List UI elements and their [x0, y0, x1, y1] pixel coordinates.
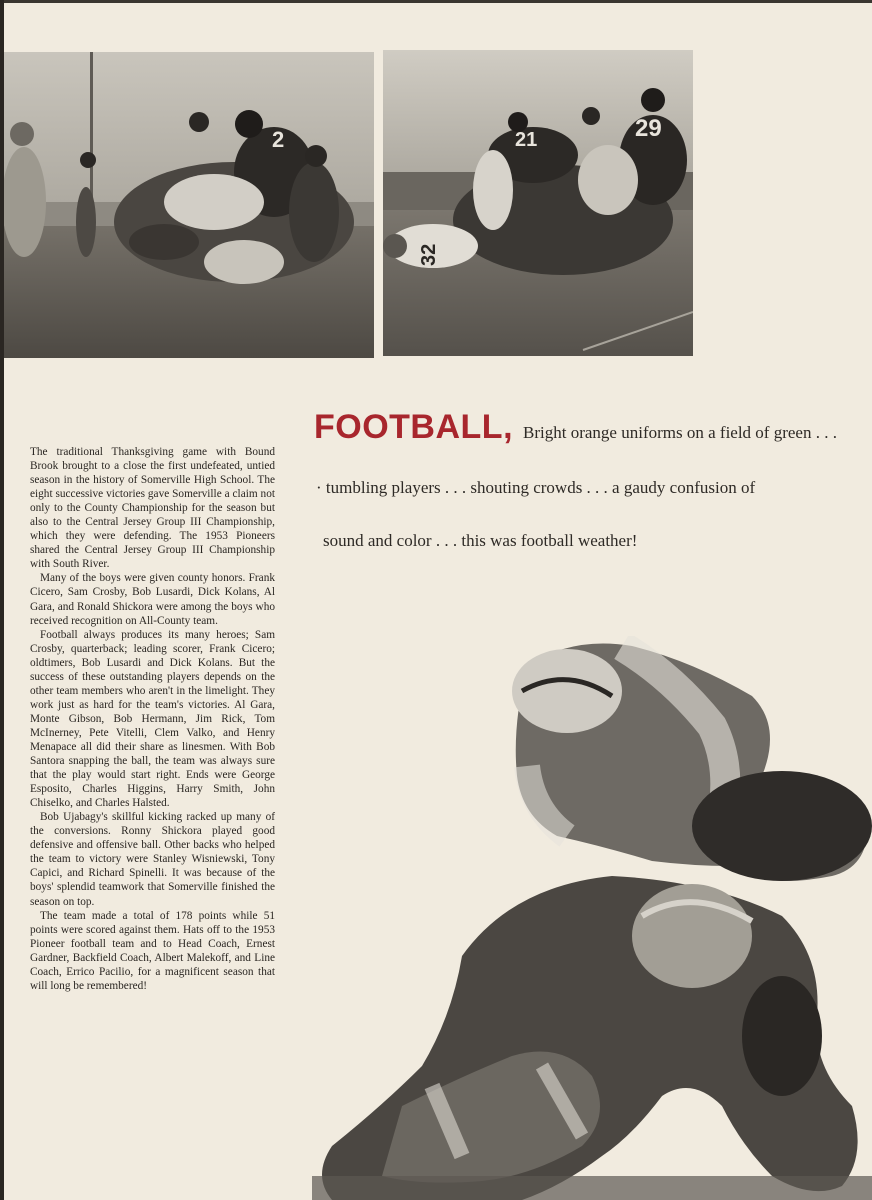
page-top-edge: [0, 0, 872, 3]
heading-tagline-3: sound and color . . . this was football weather!: [323, 531, 638, 550]
jersey-number-21: 21: [515, 129, 538, 151]
article-paragraph: The traditional Thanksgiving game with Bound Brook brought to a close the first undefeated, untied season in the history of Somerville High School. The eight successive victories gave Somerville a claim not only to the County Championship for the season but also to the Central Jersey Group III Championship, which they were defending. The 1953 Pioneers shared the Central Jersey Group III Championship with South River.: [30, 446, 275, 571]
heading-line: [314, 408, 870, 447]
article-paragraph: Football always produces its many heroes; Sam Crosby, quarterback; leading scorer, Frank Cicero; oldtimers, Bob Lusardi and Dick Kolans. But the success of these outstanding players depends on the other team members who aren't in the limelight. They work just as hard for the team's victories. Al Gara, Monte Gibson, Bob Hermann, Jim Rick, Tom McInerney, Pete Vitelli, Clem Valko, and Henry Menapace all did their share as linesmen. With Bob Santora snapping the ball, the team was always sure that the play would start right. Ends were George Esposito, Charles Higgins, Harry Smith, John Chiselko, and Charles Halsted.: [30, 628, 275, 810]
jersey-number-29: 29: [635, 115, 662, 142]
heading-tagline-1: Bright orange uniforms on a field of green . . .: [523, 423, 837, 442]
article-paragraph: Many of the boys were given county honors. Frank Cicero, Sam Crosby, Bob Lusardi, Dick Kolans, Al Gara, and Ronald Shickora were among the boys who received recognition on All-County team.: [30, 572, 275, 627]
article-body: [30, 445, 275, 993]
heading-tagline-2: · tumbling players . . . shouting crowds . . . a gaudy confusion of: [316, 478, 756, 497]
photo-football-scrimmage-right: [383, 50, 693, 356]
photo-football-tackle-left: [4, 52, 374, 358]
photo-football-tackle-cutout: [312, 636, 872, 1200]
jersey-number-32: 32: [418, 243, 440, 266]
article-paragraph: Bob Ujabagy's skillful kicking racked up many of the conversions. Ronny Shickora played good defensive and offensive ball. Other backs who helped the team to victory were Stanley Wisniewski, Tony Capici, and Richard Spinelli. It was because of the boys' splendid teamwork that Somerville finished the season on top.: [30, 811, 275, 908]
article-paragraph: The team made a total of 178 points while 51 points were scored against them. Hats off to the 1953 Pioneer football team and to Head Coach, Ernest Gardner, Backfield Coach, Albert Malekoff, and Line Coach, Errico Pacilio, for a magnificent season that will long be remembered!: [30, 909, 275, 992]
jersey-number-2: 2: [272, 127, 285, 152]
page-title: FOOTBALL,: [314, 408, 514, 446]
